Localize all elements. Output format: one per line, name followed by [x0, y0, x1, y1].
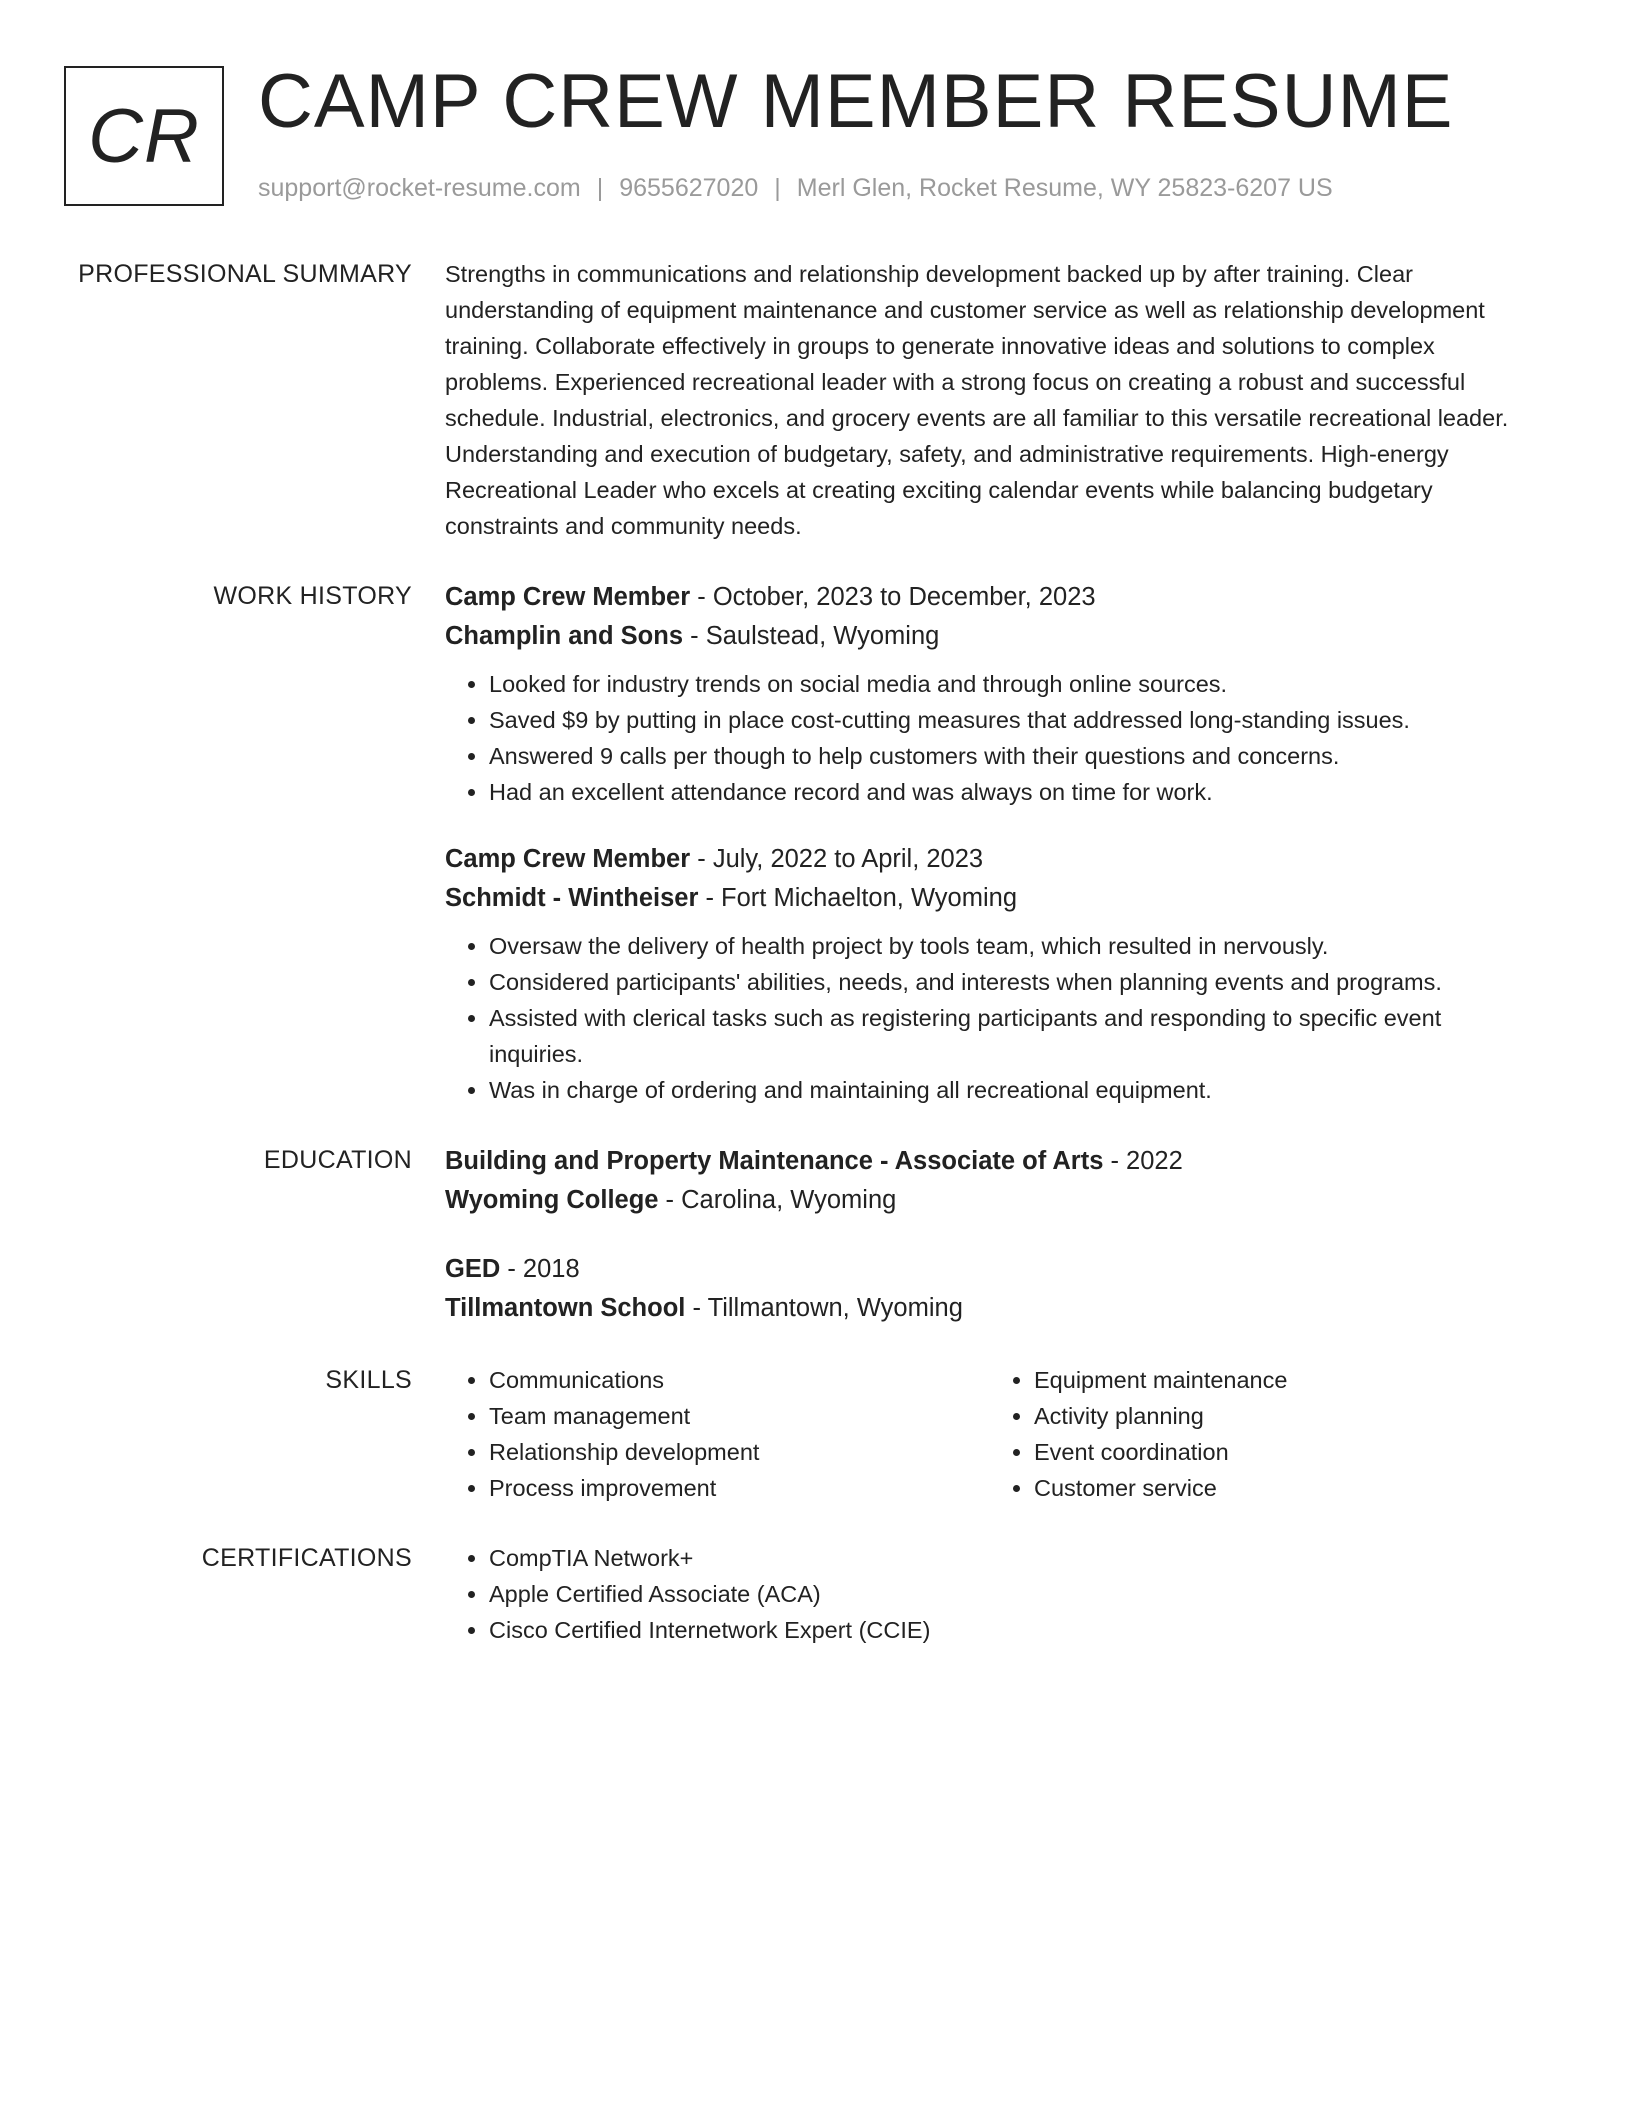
section-heading: PROFESSIONAL SUMMARY [78, 260, 412, 288]
school-line [445, 1181, 1535, 1220]
education-entry [445, 1142, 1535, 1220]
section-heading: SKILLS [325, 1366, 412, 1394]
resume-header [64, 59, 1568, 210]
skills-grid [445, 1362, 1535, 1506]
list-item: • Relationship development [489, 1434, 990, 1470]
job-title-line [445, 578, 1535, 617]
skills-body [445, 1362, 1535, 1506]
job-bullets [445, 666, 1535, 810]
school: Tillmantown School [445, 1294, 686, 1322]
list-item: • Saved $9 by putting in place cost-cutting measures that addressed long-standing issues. [489, 702, 1535, 738]
degree-year: - 2018 [500, 1255, 580, 1283]
list-item: • Team management [489, 1398, 990, 1434]
list-item: • Activity planning [1034, 1398, 1535, 1434]
job-entry [445, 840, 1535, 1108]
summary-text: Strengths in communications and relationship development backed up by after training. Clear understanding of equipment maintenance and customer service as well as relationship development training. Collaborate effectively in groups to generate innovative ideas and solutions to complex problems. Experienced recreational leader with a strong focus on creating a robust and successful schedule. Industrial, electronics, and grocery events are all familiar to this versatile recreational leader. Understanding and execution of budgetary, safety, and administrative requirements. High-energy Recreational Leader who excels at creating exciting calendar events while balancing budgetary constraints and community needs. [445, 261, 1509, 539]
job-company: Champlin and Sons [445, 622, 684, 650]
list-item: • Was in charge of ordering and maintaining all recreational equipment. [489, 1072, 1535, 1108]
school-line [445, 1289, 1535, 1328]
monogram-logo: CR [64, 66, 224, 206]
education-section [64, 1142, 1568, 1328]
skills-section [64, 1362, 1568, 1506]
job-title: Camp Crew Member [445, 845, 691, 873]
skills-column-1 [445, 1362, 990, 1506]
list-item: • Assisted with clerical tasks such as registering participants and responding to specific event inquiries. [489, 1000, 1535, 1072]
work-history-body [445, 578, 1535, 1108]
education-entry [445, 1250, 1535, 1328]
resume-content [64, 256, 1568, 1682]
certifications-body [445, 1540, 1535, 1648]
list-item: • Answered 9 calls per though to help customers with their questions and concerns. [489, 738, 1535, 774]
certifications-list [445, 1540, 1535, 1648]
list-item: • Considered participants' abilities, needs, and interests when planning events and programs. [489, 964, 1535, 1000]
list-item: • Communications [489, 1362, 990, 1398]
job-dates: - October, 2023 to December, 2023 [690, 583, 1096, 611]
job-company-line [445, 879, 1535, 918]
list-item: • CompTIA Network+ [489, 1540, 1535, 1576]
list-item: • Apple Certified Associate (ACA) [489, 1576, 1535, 1612]
school-location: - Carolina, Wyoming [658, 1186, 897, 1214]
school: Wyoming College [445, 1186, 659, 1214]
list-item: • Equipment maintenance [1034, 1362, 1535, 1398]
section-heading: WORK HISTORY [213, 582, 412, 610]
job-entry [445, 578, 1535, 810]
list-item: • Oversaw the delivery of health project by tools team, which resulted in nervously. [489, 928, 1535, 964]
degree-line [445, 1250, 1535, 1289]
list-item: • Customer service [1034, 1470, 1535, 1506]
summary-section [64, 256, 1568, 544]
job-company-line [445, 617, 1535, 656]
list-item: • Cisco Certified Internetwork Expert (CCIE) [489, 1612, 1535, 1648]
contact-line [258, 174, 1333, 203]
degree-year: - 2022 [1103, 1147, 1183, 1175]
degree: Building and Property Maintenance - Associate of Arts [445, 1147, 1104, 1175]
job-bullets [445, 928, 1535, 1108]
list-item: • Had an excellent attendance record and was always on time for work. [489, 774, 1535, 810]
job-title: Camp Crew Member [445, 583, 691, 611]
job-title-line [445, 840, 1535, 879]
job-company: Schmidt - Wintheiser [445, 884, 699, 912]
section-heading: CERTIFICATIONS [201, 1544, 412, 1572]
contact-separator: | [774, 174, 781, 202]
contact-email: support@rocket-resume.com [258, 174, 581, 202]
skills-column-2 [990, 1362, 1535, 1506]
school-location: - Tillmantown, Wyoming [685, 1294, 963, 1322]
work-history-section [64, 578, 1568, 1108]
contact-separator: | [596, 174, 604, 202]
summary-body [445, 256, 1535, 544]
job-location: - Fort Michaelton, Wyoming [698, 884, 1018, 912]
job-dates: - July, 2022 to April, 2023 [690, 845, 984, 873]
list-item: • Process improvement [489, 1470, 990, 1506]
degree: GED [445, 1255, 501, 1283]
degree-line [445, 1142, 1535, 1181]
education-body [445, 1142, 1535, 1328]
contact-address: Merl Glen, Rocket Resume, WY 25823-6207 US [796, 174, 1333, 202]
section-heading: EDUCATION [263, 1146, 412, 1174]
list-item: • Event coordination [1034, 1434, 1535, 1470]
resume-title: CAMP CREW MEMBER RESUME [258, 59, 1454, 144]
certifications-section [64, 1540, 1568, 1648]
list-item: • Looked for industry trends on social media and through online sources. [489, 666, 1535, 702]
contact-phone: 9655627020 [619, 174, 759, 202]
job-location: - Saulstead, Wyoming [683, 622, 940, 650]
